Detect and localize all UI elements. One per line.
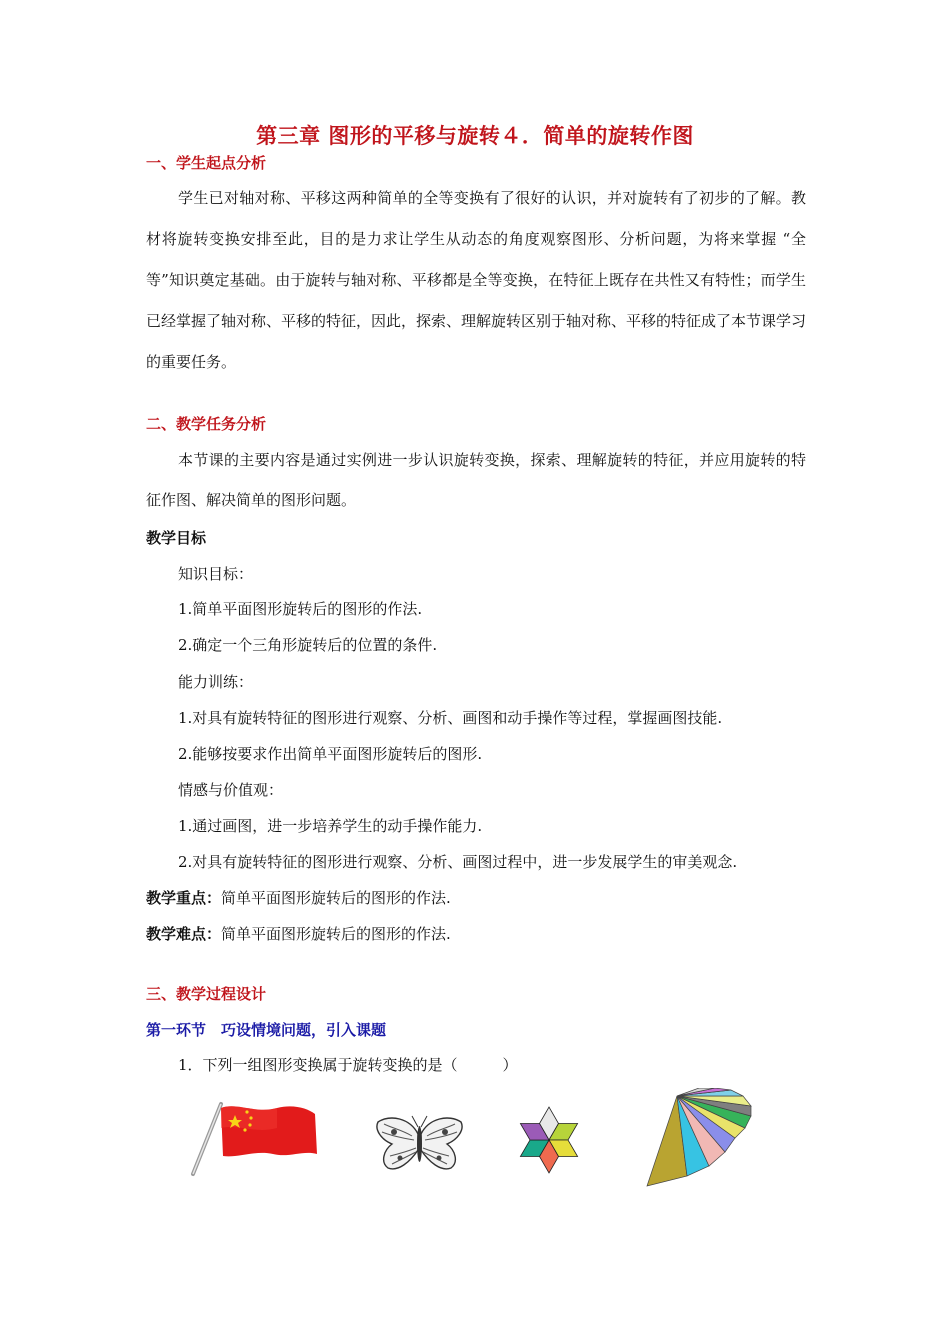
key-point-label: 教学重点： — [146, 889, 222, 907]
step1-heading: 第一环节 巧设情境问题，引入课题 — [146, 1021, 387, 1039]
difficulty-point-text: 简单平面图形旋转后的图形的作法. — [221, 925, 451, 943]
fan-triangles-image — [645, 1088, 760, 1190]
ability-item-1: 1.对具有旋转特征的图形进行观察、分析、画图和动手操作等过程，掌握画图技能. — [178, 709, 723, 727]
star-rhombus-image — [515, 1102, 583, 1178]
ability-item-2: 2.能够按要求作出简单平面图形旋转后的图形. — [178, 745, 483, 763]
butterfly-image — [372, 1110, 467, 1178]
section2-heading: 二、教学任务分析 — [146, 415, 267, 433]
page-title: 第三章 图形的平移与旋转４．简单的旋转作图 — [256, 124, 694, 148]
section1-heading: 一、学生起点分析 — [146, 154, 267, 172]
section3-heading: 三、教学过程设计 — [146, 985, 267, 1003]
difficulty-point — [146, 923, 451, 944]
knowledge-label: 知识目标： — [178, 565, 254, 583]
flag-image — [185, 1098, 320, 1178]
section1-paragraph: 学生已对轴对称、平移这两种简单的全等变换有了很好的认识，并对旋转有了初步的了解。教材将旋转变换安排至此，目的是力求让学生从动态的角度观察图形、分析问题，为将来掌握 “全等”知识奠定基础。由于旋转与轴对称、平移都是全等变换，在特征上既存在共性又有特性；而学生已经掌握了轴对称、平移的特征，因此，探索、理解旋转区别于轴对称、平移的特征成了本节课学习的重要任务。 — [146, 189, 807, 371]
section2-paragraph: 本节课的主要内容是通过实例进一步认识旋转变换，探索、理解旋转的特征，并应用旋转的特征作图、解决简单的图形问题。 — [146, 451, 806, 509]
ability-label: 能力训练： — [178, 673, 254, 691]
emotion-item-2: 2.对具有旋转特征的图形进行观察、分析、画图过程中，进一步发展学生的审美观念. — [178, 853, 738, 871]
key-point-text: 简单平面图形旋转后的图形的作法. — [221, 889, 451, 907]
difficulty-point-label: 教学难点： — [146, 925, 222, 943]
goals-heading: 教学目标 — [146, 529, 207, 547]
knowledge-item-1: 1.简单平面图形旋转后的图形的作法. — [178, 600, 423, 618]
knowledge-item-2: 2.确定一个三角形旋转后的位置的条件. — [178, 636, 438, 654]
emotion-label: 情感与价值观： — [178, 781, 284, 799]
emotion-item-1: 1.通过画图，进一步培养学生的动手操作能力. — [178, 817, 483, 835]
key-point — [146, 887, 451, 908]
question-1: 1．下列一组图形变换属于旋转变换的是（ ） — [178, 1056, 518, 1074]
